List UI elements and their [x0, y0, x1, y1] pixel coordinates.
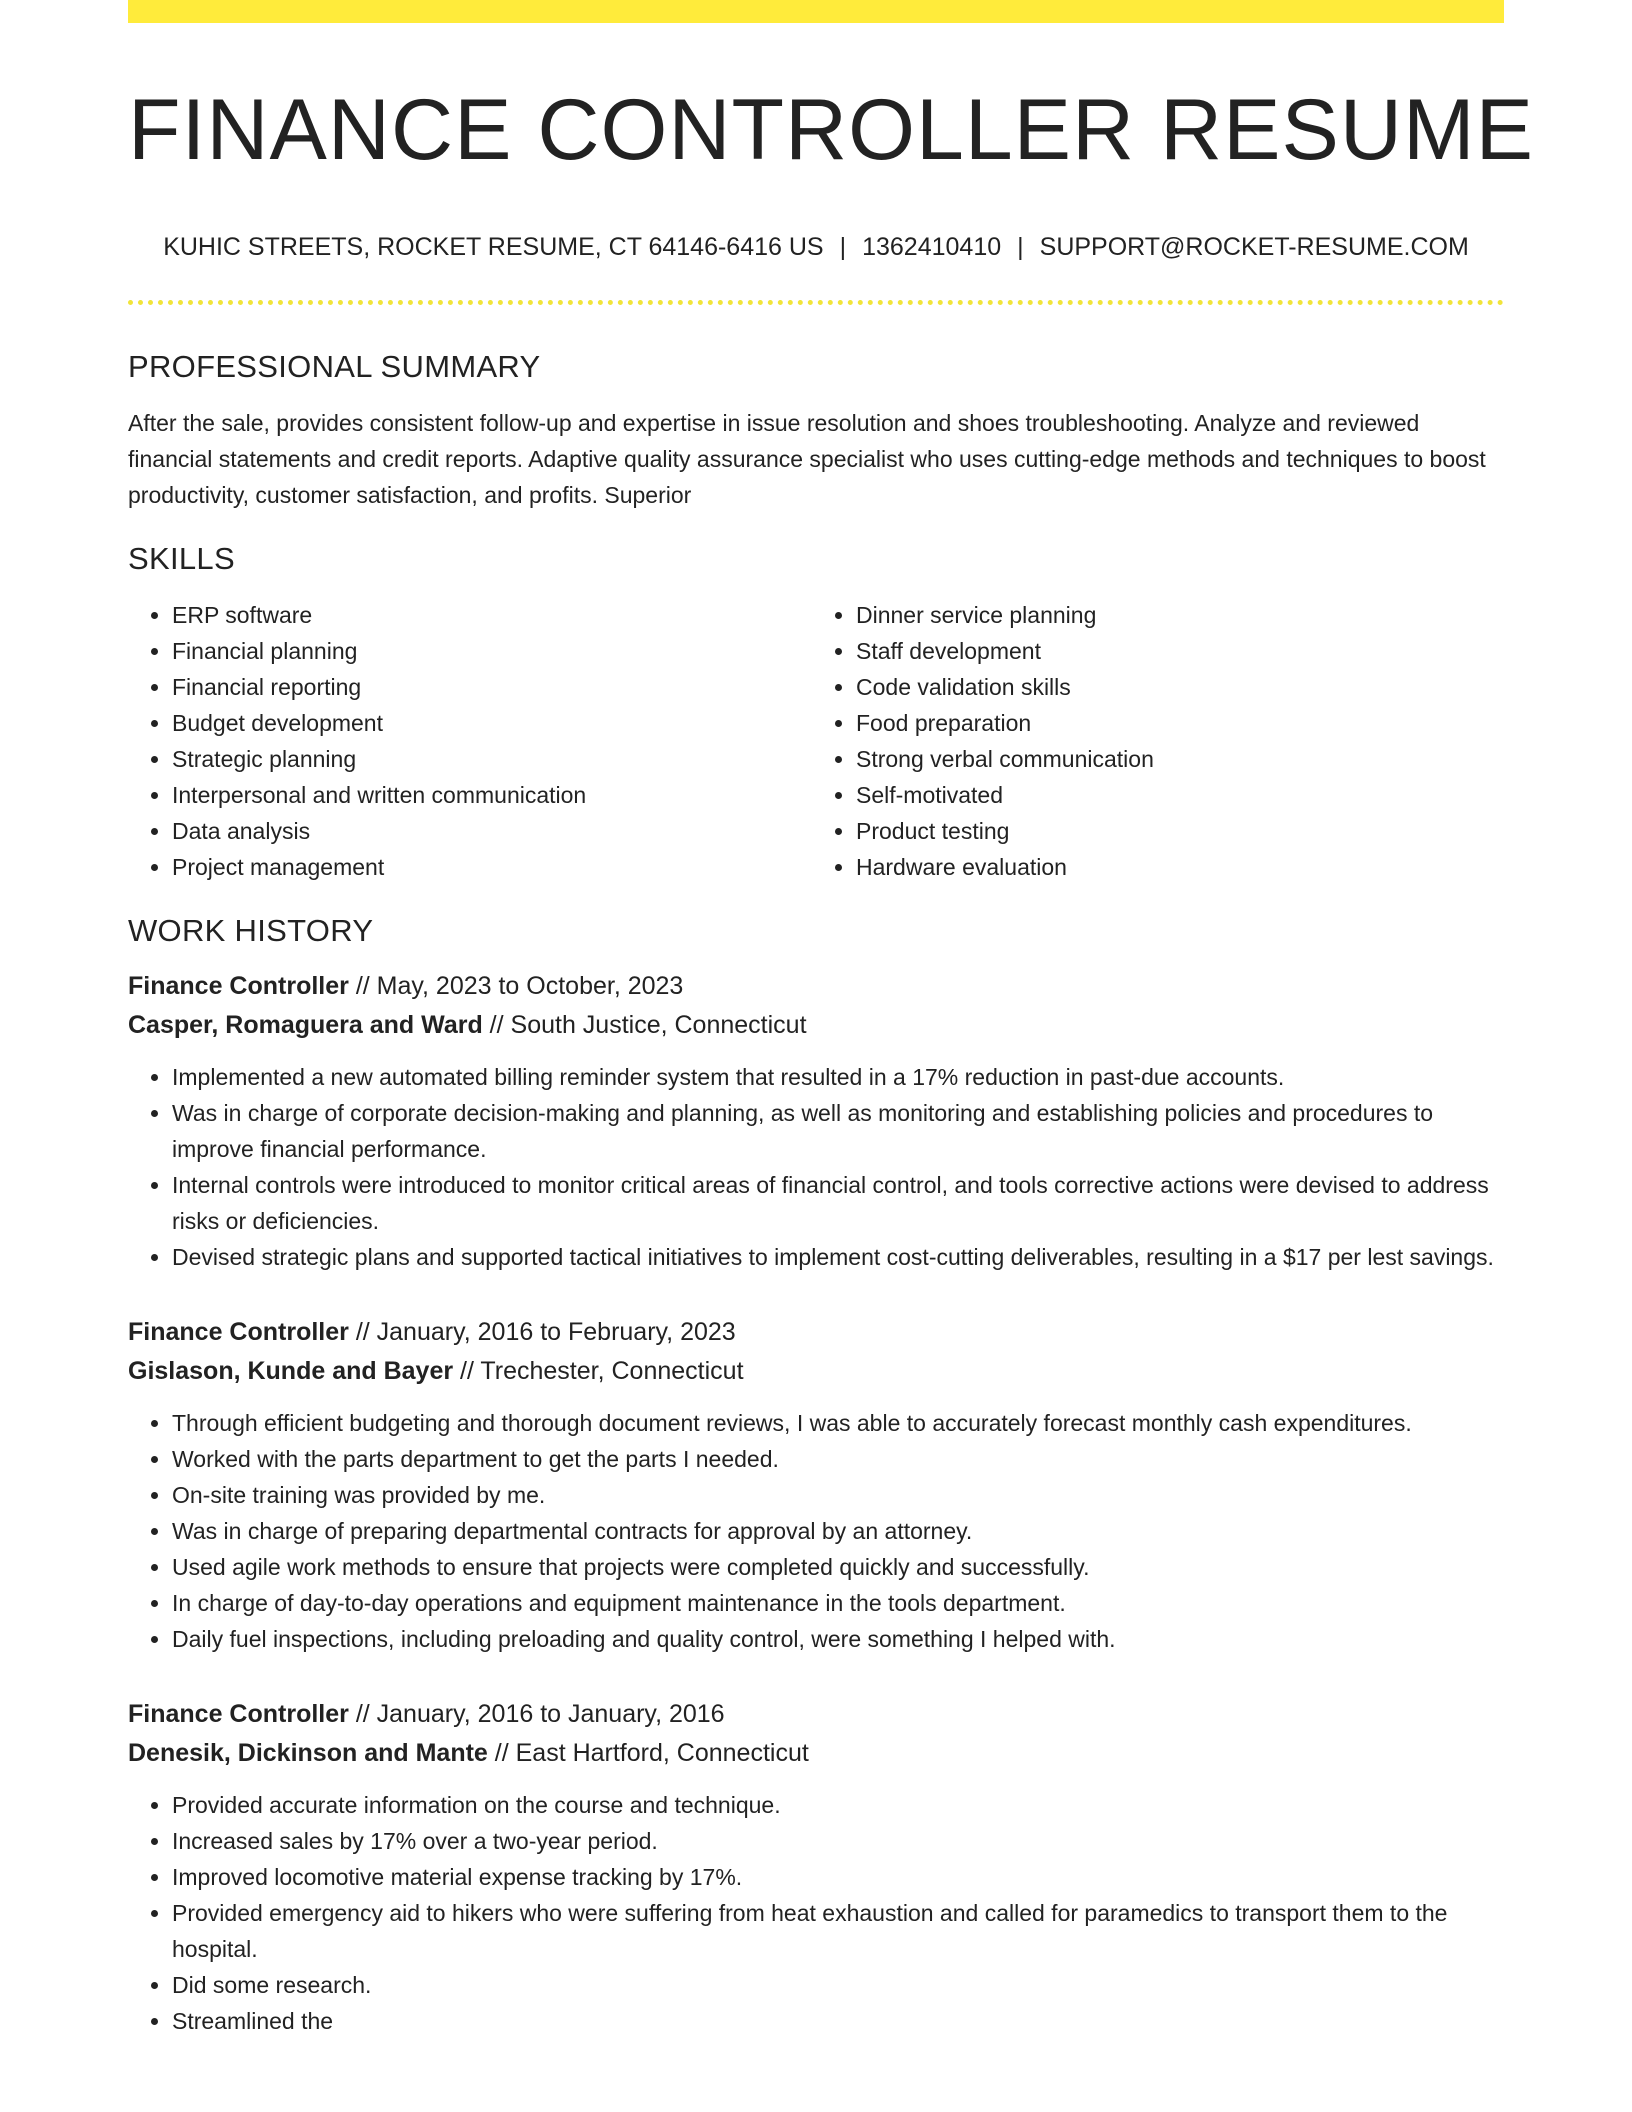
job-dates: // May, 2023 to October, 2023	[348, 972, 684, 1001]
skill-item: • Financial reporting	[172, 669, 806, 705]
job-bullet: • Internal controls were introduced to monitor critical areas of financial control, and tools corrective actions were devised to address risks or deficiencies.	[172, 1167, 1504, 1239]
job-bullet: • Devised strategic plans and supported tactical initiatives to implement cost-cutting deliverables, resulting in a $17 per lest savings.	[172, 1239, 1504, 1275]
contact-separator: |	[839, 233, 847, 262]
job-company: Casper, Romaguera and Ward	[128, 1011, 483, 1040]
job-title-line	[128, 1313, 1504, 1352]
job-bullet: • Was in charge of corporate decision-making and planning, as well as monitoring and establishing policies and procedures to improve financial performance.	[172, 1095, 1504, 1167]
job-bullet: • Streamlined the	[172, 2003, 1504, 2039]
job-entry	[128, 1313, 1504, 1657]
job-bullet: • In charge of day-to-day operations and equipment maintenance in the tools department.	[172, 1585, 1504, 1621]
job-bullet: • Through efficient budgeting and thorough document reviews, I was able to accurately forecast monthly cash expenditures.	[172, 1405, 1504, 1441]
job-entry	[128, 967, 1504, 1275]
job-bullet: • Used agile work methods to ensure that projects were completed quickly and successfully.	[172, 1549, 1504, 1585]
job-title: Finance Controller	[128, 1318, 349, 1347]
job-bullets	[128, 1405, 1504, 1657]
job-bullets	[128, 1059, 1504, 1275]
job-bullet: • Was in charge of preparing departmental contracts for approval by an attorney.	[172, 1513, 1504, 1549]
work-history-heading: WORK HISTORY	[128, 913, 374, 949]
skill-item: • Product testing	[856, 813, 1490, 849]
skill-item: • Staff development	[856, 633, 1490, 669]
job-company: Gislason, Kunde and Bayer	[128, 1357, 454, 1386]
job-location: // East Hartford, Connecticut	[487, 1739, 809, 1768]
summary-text: After the sale, provides consistent follow-up and expertise in issue resolution and shoes troubleshooting. Analyze and reviewed financial statements and credit reports. Adaptive quality assurance specialist who uses cutting-edge methods and techniques to boost productivity, customer satisfaction, and profits. Superior	[128, 410, 1486, 509]
contact-phone: 1362410410	[862, 233, 1002, 262]
contact-email: SUPPORT@ROCKET-RESUME.COM	[1039, 233, 1469, 262]
skill-item: • Strategic planning	[172, 741, 806, 777]
skill-item: • ERP software	[172, 597, 806, 633]
job-title: Finance Controller	[128, 1700, 349, 1729]
skill-item: • Interpersonal and written communication	[172, 777, 806, 813]
skill-item: • Code validation skills	[856, 669, 1490, 705]
skill-item: • Strong verbal communication	[856, 741, 1490, 777]
job-bullets	[128, 1787, 1504, 2039]
skill-item: • Dinner service planning	[856, 597, 1490, 633]
job-company: Denesik, Dickinson and Mante	[128, 1739, 488, 1768]
job-title: Finance Controller	[128, 972, 349, 1001]
skill-item: • Food preparation	[856, 705, 1490, 741]
skill-item: • Hardware evaluation	[856, 849, 1490, 885]
job-bullet: • Worked with the parts department to get the parts I needed.	[172, 1441, 1504, 1477]
skill-item: • Data analysis	[172, 813, 806, 849]
skill-item: • Budget development	[172, 705, 806, 741]
job-company-line	[128, 1006, 1504, 1045]
job-bullet: • On-site training was provided by me.	[172, 1477, 1504, 1513]
job-bullet: • Implemented a new automated billing reminder system that resulted in a 17% reduction in past-due accounts.	[172, 1059, 1504, 1095]
skill-item: • Financial planning	[172, 633, 806, 669]
job-bullet: • Did some research.	[172, 1967, 1504, 2003]
job-bullet: • Daily fuel inspections, including preloading and quality control, were something I helped with.	[172, 1621, 1504, 1657]
job-company-line	[128, 1734, 1504, 1773]
job-company-line	[128, 1352, 1504, 1391]
resume-page	[128, 0, 1534, 2039]
skill-item: • Self-motivated	[856, 777, 1490, 813]
job-dates: // January, 2016 to January, 2016	[348, 1700, 725, 1729]
summary-heading: PROFESSIONAL SUMMARY	[128, 349, 541, 385]
job-title-line	[128, 1695, 1504, 1734]
contact-separator: |	[1017, 233, 1024, 262]
contact-line	[128, 233, 1504, 262]
job-bullet: • Increased sales by 17% over a two-year period.	[172, 1823, 1504, 1859]
resume-title: FINANCE CONTROLLER RESUME	[128, 82, 1534, 178]
header-divider	[128, 300, 1504, 305]
job-dates: // January, 2016 to February, 2023	[348, 1318, 736, 1347]
skills-heading: SKILLS	[128, 541, 235, 577]
accent-bar	[128, 0, 1504, 23]
skills-list-left	[128, 597, 806, 885]
job-entry	[128, 1695, 1504, 2039]
job-location: // Trechester, Connecticut	[453, 1357, 744, 1386]
job-bullet: • Provided emergency aid to hikers who were suffering from heat exhaustion and called for paramedics to transport them to the hospital.	[172, 1895, 1504, 1967]
skills-list-right	[806, 597, 1490, 885]
skills-columns	[128, 597, 1504, 885]
job-title-line	[128, 967, 1504, 1006]
contact-address: KUHIC STREETS, ROCKET RESUME, CT 64146-6416 US	[163, 233, 824, 262]
skill-item: • Project management	[172, 849, 806, 885]
job-bullet: • Improved locomotive material expense tracking by 17%.	[172, 1859, 1504, 1895]
job-location: // South Justice, Connecticut	[482, 1011, 807, 1040]
job-bullet: • Provided accurate information on the course and technique.	[172, 1787, 1504, 1823]
